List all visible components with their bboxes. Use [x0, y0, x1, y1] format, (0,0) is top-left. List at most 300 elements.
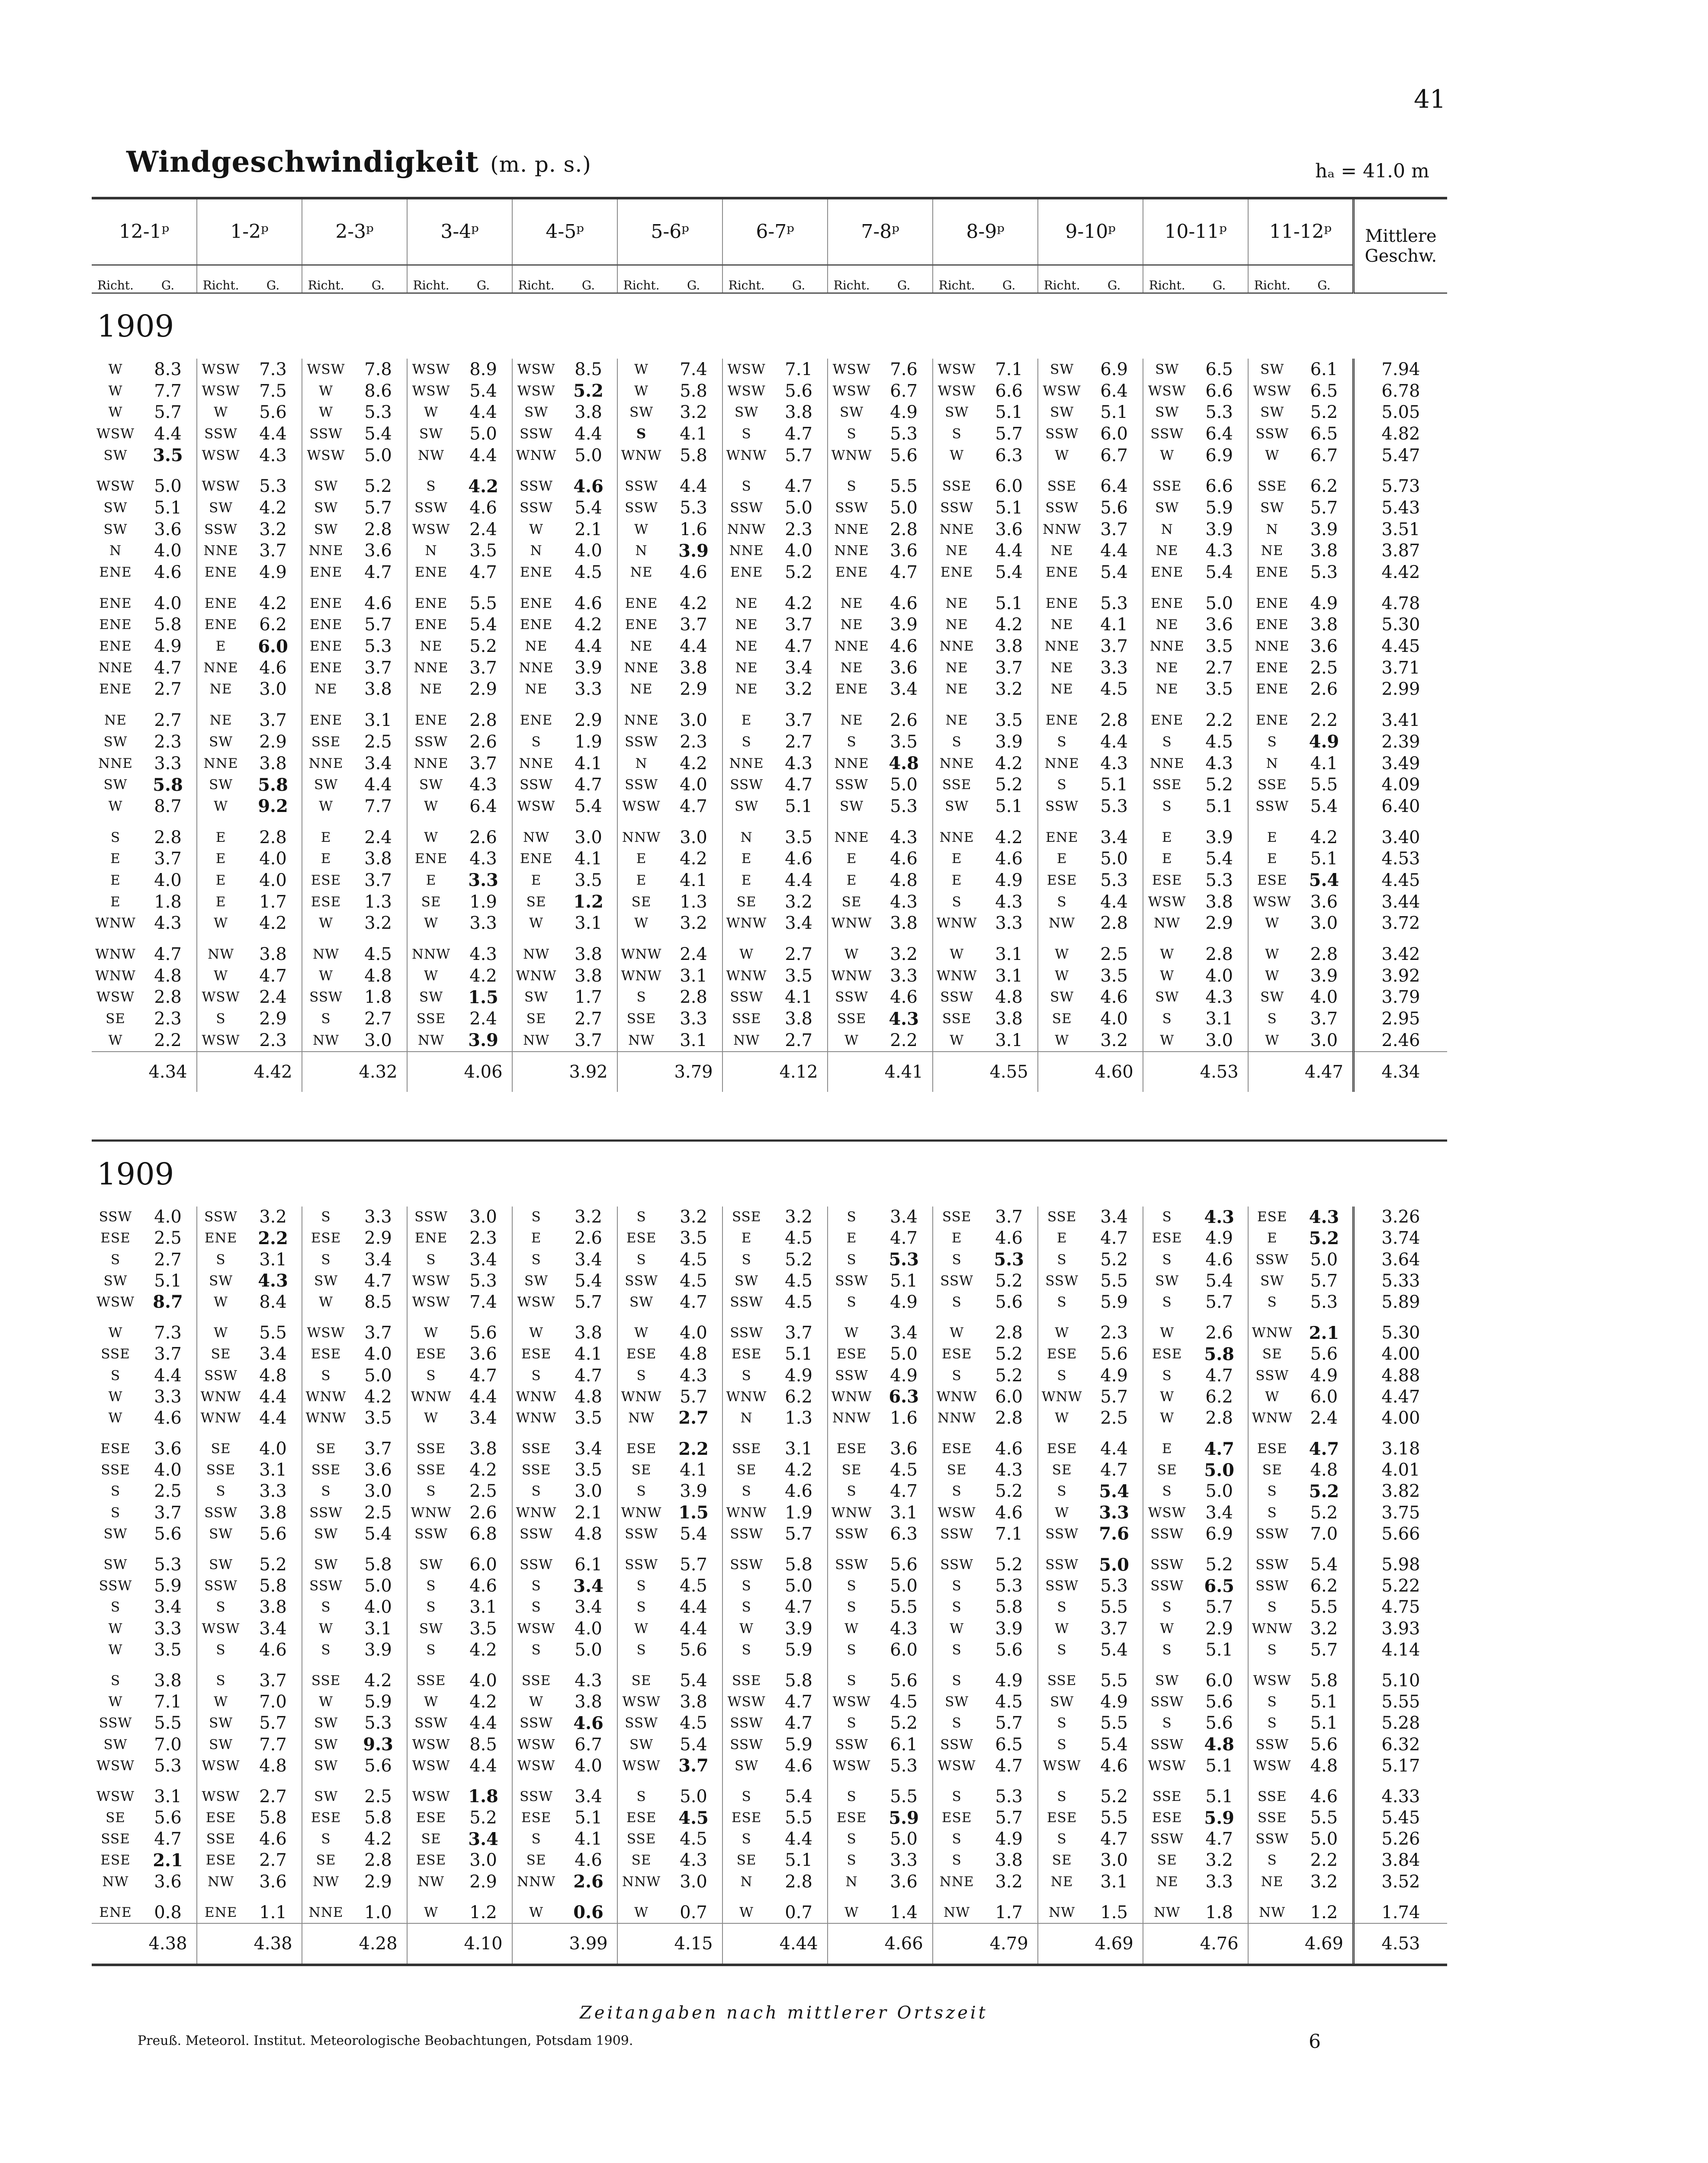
gap-cell	[350, 1313, 407, 1322]
gap-cell	[139, 1892, 197, 1902]
group-gap	[92, 700, 1447, 709]
direction-cell: WSW	[622, 1758, 661, 1774]
speed-cell: 7.0	[244, 1691, 302, 1713]
speed-cell: 4.2	[665, 848, 722, 870]
gap-cell	[980, 817, 1038, 827]
direction-cell: ENE	[414, 851, 448, 867]
daily-mean-cell: 3.64	[1353, 1249, 1447, 1270]
gap-cell	[1353, 700, 1447, 709]
speed-cell: 3.8	[560, 1691, 617, 1713]
speed-cell: 4.6	[455, 497, 512, 519]
totals-spacer	[1038, 1052, 1085, 1092]
speed-cell: 3.0	[1085, 1850, 1143, 1871]
direction-cell: NE	[1156, 660, 1178, 676]
direction-cell: S	[1162, 1209, 1172, 1225]
daily-mean-cell: 5.05	[1353, 401, 1447, 423]
speed-cell: 2.6	[455, 1502, 512, 1523]
speed-cell: 3.4	[560, 1597, 617, 1618]
direction-cell: W	[108, 1325, 123, 1341]
speed-cell: 3.7	[244, 1670, 302, 1691]
gap-cell	[980, 583, 1038, 593]
direction-cell: NW	[418, 1874, 445, 1890]
daily-mean-cell: 4.75	[1353, 1597, 1447, 1618]
direction-cell: NW	[1259, 1904, 1286, 1920]
direction-cell: ENE	[1255, 617, 1289, 633]
gap-cell	[407, 1892, 455, 1902]
speed-cell: 2.4	[244, 987, 302, 1008]
gap-cell	[617, 1429, 665, 1438]
day-row	[92, 1344, 1447, 1365]
speed-cell: 3.9	[1191, 519, 1248, 540]
speed-cell: 6.6	[1191, 475, 1248, 497]
direction-cell: SE	[841, 894, 862, 910]
gap-cell	[407, 1429, 455, 1438]
speed-cell: 3.3	[875, 965, 933, 987]
gap-cell	[512, 583, 560, 593]
speed-cell: 4.7	[1085, 1829, 1143, 1850]
direction-cell: SSW	[835, 1526, 868, 1542]
direction-cell: SW	[1155, 989, 1179, 1005]
direction-cell: NW	[628, 1410, 655, 1426]
speed-cell: 4.1	[1296, 753, 1353, 774]
speed-cell: 4.3	[560, 1670, 617, 1691]
direction-cell: WSW	[307, 447, 345, 463]
speed-label: G.	[350, 265, 407, 293]
direction-cell: SW	[209, 1526, 233, 1542]
direction-cell: SE	[316, 1852, 336, 1868]
gap-cell	[933, 1660, 980, 1670]
direction-cell: S	[952, 1599, 962, 1615]
direction-cell: E	[951, 851, 962, 867]
direction-cell: ENE	[520, 851, 553, 867]
direction-cell: E	[215, 639, 226, 655]
daily-mean-cell: 3.42	[1353, 944, 1447, 965]
direction-cell: SSE	[311, 734, 341, 750]
speed-cell: 4.9	[1296, 1365, 1353, 1386]
direction-cell: SSW	[414, 734, 448, 750]
gap-cell	[828, 466, 875, 475]
speed-cell: 5.8	[350, 1554, 407, 1575]
gap-cell	[1353, 1429, 1447, 1438]
direction-cell: NW	[313, 1874, 340, 1890]
speed-cell: 3.2	[665, 1207, 722, 1228]
direction-cell: WSW	[412, 1736, 450, 1752]
speed-cell: 3.2	[244, 519, 302, 540]
direction-cell: SSE	[1257, 777, 1287, 793]
gap-cell	[407, 700, 455, 709]
speed-cell: 4.5	[1085, 679, 1143, 700]
gap-cell	[302, 583, 350, 593]
speed-cell: 6.4	[1085, 380, 1143, 402]
speed-cell: 2.2	[244, 1228, 302, 1249]
direction-cell: SSW	[1255, 1736, 1289, 1752]
direction-label: Richt.	[933, 265, 980, 293]
speed-cell: 5.1	[1191, 1639, 1248, 1660]
direction-cell: SSE	[311, 1462, 341, 1478]
speed-cell: 2.4	[455, 1008, 512, 1030]
speed-cell: 3.4	[770, 657, 828, 679]
speed-cell: 5.3	[139, 1755, 197, 1776]
direction-cell: E	[846, 1230, 857, 1246]
gap-cell	[1038, 1313, 1085, 1322]
speed-cell: 4.8	[1296, 1460, 1353, 1481]
speed-cell: 2.7	[244, 1786, 302, 1807]
gap-cell	[1085, 466, 1143, 475]
speed-cell: 3.3	[455, 870, 512, 891]
speed-cell: 3.0	[560, 1481, 617, 1502]
direction-cell: ESE	[416, 1346, 446, 1362]
direction-cell: SW	[209, 1715, 233, 1731]
speed-cell: 5.6	[875, 1670, 933, 1691]
speed-cell: 4.9	[1191, 1228, 1248, 1249]
daily-mean-cell: 6.32	[1353, 1734, 1447, 1755]
direction-cell: ENE	[99, 617, 132, 633]
direction-cell: WSW	[412, 521, 450, 537]
direction-cell: S	[1162, 1252, 1172, 1268]
speed-cell: 4.6	[560, 475, 617, 497]
hour-mean-cell: 4.66	[875, 1923, 933, 1965]
speed-cell: 3.8	[244, 1502, 302, 1523]
direction-cell: NW	[208, 947, 234, 963]
gap-cell	[92, 1544, 139, 1554]
gap-cell	[665, 700, 722, 709]
direction-cell: SSW	[835, 1273, 868, 1289]
direction-cell: ENE	[309, 617, 343, 633]
direction-cell: NNW	[411, 947, 451, 963]
speed-cell: 5.1	[980, 593, 1038, 614]
speed-cell: 4.1	[560, 848, 617, 870]
direction-cell: W	[1160, 947, 1175, 963]
speed-cell: 3.8	[1191, 891, 1248, 913]
hour-header: 4-5ᵖ	[512, 198, 617, 265]
speed-cell: 5.4	[455, 614, 512, 636]
direction-cell: ENE	[309, 565, 343, 581]
gap-cell	[665, 1660, 722, 1670]
gap-cell	[1296, 817, 1353, 827]
speed-cell: 1.4	[875, 1902, 933, 1923]
speed-cell: 3.9	[560, 657, 617, 679]
speed-cell: 4.5	[350, 944, 407, 965]
direction-cell: N	[530, 543, 543, 559]
group-gap	[92, 1776, 1447, 1786]
speed-cell: 3.7	[139, 848, 197, 870]
day-row	[92, 1786, 1447, 1807]
speed-cell: 5.0	[875, 1344, 933, 1365]
direction-cell: W	[950, 1621, 964, 1637]
speed-cell: 4.3	[1191, 753, 1248, 774]
direction-cell: W	[424, 915, 438, 931]
direction-cell: W	[108, 1410, 123, 1426]
daily-mean-cell: 5.30	[1353, 1322, 1447, 1344]
direction-cell: NE	[1156, 1874, 1178, 1890]
direction-cell: S	[426, 1483, 436, 1499]
speed-cell: 4.7	[1191, 1365, 1248, 1386]
direction-cell: ESE	[941, 1346, 972, 1362]
gap-cell	[1085, 1776, 1143, 1786]
speed-cell: 6.4	[455, 796, 512, 817]
speed-cell: 3.7	[1296, 1008, 1353, 1030]
speed-cell: 5.1	[875, 1270, 933, 1291]
speed-cell: 5.0	[1191, 1481, 1248, 1502]
hour-header: 3-4ᵖ	[407, 198, 512, 265]
hour-mean-cell: 4.06	[455, 1052, 512, 1092]
speed-cell: 3.7	[244, 709, 302, 731]
direction-cell: WSW	[1148, 383, 1186, 399]
speed-cell: 3.6	[875, 1871, 933, 1892]
direction-cell: SW	[524, 989, 549, 1005]
direction-cell: S	[847, 1831, 857, 1847]
direction-cell: ENE	[99, 639, 132, 655]
speed-cell: 3.7	[980, 657, 1038, 679]
daily-mean-cell: 4.09	[1353, 774, 1447, 796]
speed-cell: 3.1	[665, 965, 722, 987]
gap-cell	[197, 817, 244, 827]
direction-cell: S	[636, 1599, 646, 1615]
year-row	[92, 293, 1447, 359]
direction-cell: WNW	[411, 1505, 452, 1521]
gap-cell	[722, 934, 770, 944]
direction-cell: ESE	[311, 1810, 341, 1826]
speed-cell: 4.7	[1085, 1228, 1143, 1249]
speed-cell: 3.5	[560, 1460, 617, 1481]
direction-cell: WNW	[516, 968, 557, 984]
gap-cell	[1296, 934, 1353, 944]
speed-cell: 1.8	[455, 1786, 512, 1807]
direction-cell: ESE	[1152, 1810, 1182, 1826]
speed-cell: 5.8	[1191, 1344, 1248, 1365]
speed-cell: 4.6	[244, 1639, 302, 1660]
direction-cell: W	[529, 1694, 543, 1710]
speed-cell: 3.7	[139, 1502, 197, 1523]
gap-cell	[980, 1544, 1038, 1554]
speed-cell: 4.2	[980, 753, 1038, 774]
day-row	[92, 848, 1447, 870]
speed-cell: 5.3	[875, 1755, 933, 1776]
speed-cell: 1.5	[665, 1502, 722, 1523]
gap-cell	[302, 1892, 350, 1902]
gap-cell	[1191, 583, 1248, 593]
speed-cell: 5.4	[1191, 1270, 1248, 1291]
speed-cell: 1.8	[1191, 1902, 1248, 1923]
direction-cell: SE	[316, 1441, 336, 1457]
speed-cell: 3.0	[350, 1030, 407, 1052]
day-row	[92, 1576, 1447, 1597]
direction-cell: SW	[103, 1273, 128, 1289]
direction-cell: SSW	[625, 1526, 658, 1542]
direction-cell: S	[847, 1715, 857, 1731]
direction-cell: SSW	[1150, 426, 1184, 442]
gap-cell	[560, 583, 617, 593]
direction-cell: NNE	[1149, 639, 1185, 655]
daily-mean-cell: 5.28	[1353, 1713, 1447, 1734]
totals-row	[92, 1052, 1447, 1092]
direction-cell: SSW	[1045, 500, 1079, 516]
direction-cell: S	[742, 1599, 751, 1615]
speed-cell: 5.2	[1085, 1249, 1143, 1270]
title-text: Windgeschwindigkeit	[126, 145, 479, 179]
gap-cell	[1191, 817, 1248, 827]
direction-cell: W	[634, 1904, 649, 1920]
group-gap	[92, 1544, 1447, 1554]
gap-cell	[139, 1544, 197, 1554]
speed-cell: 3.5	[1085, 965, 1143, 987]
speed-cell: 5.0	[875, 497, 933, 519]
direction-cell: W	[319, 798, 333, 814]
gap-cell	[560, 1660, 617, 1670]
direction-cell: ENE	[625, 595, 658, 611]
direction-cell: SW	[314, 1758, 338, 1774]
gap-cell	[933, 1544, 980, 1554]
speed-cell: 5.8	[244, 1807, 302, 1829]
speed-cell: 2.7	[139, 709, 197, 731]
direction-cell: S	[952, 1788, 962, 1804]
speed-cell: 2.4	[665, 944, 722, 965]
direction-cell: W	[108, 383, 123, 399]
speed-cell: 4.7	[350, 562, 407, 583]
gap-cell	[302, 466, 350, 475]
gap-cell	[92, 1660, 139, 1670]
speed-cell: 4.5	[560, 562, 617, 583]
gap-cell	[933, 583, 980, 593]
speed-cell: 4.2	[350, 1829, 407, 1850]
gap-cell	[828, 583, 875, 593]
gap-cell	[197, 466, 244, 475]
speed-cell: 5.2	[980, 1481, 1038, 1502]
gap-cell	[455, 1660, 512, 1670]
speed-cell: 5.2	[350, 475, 407, 497]
daily-mean-cell: 3.79	[1353, 987, 1447, 1008]
daily-mean-cell: 3.40	[1353, 827, 1447, 848]
gap-cell	[1085, 817, 1143, 827]
gap-cell	[665, 1313, 722, 1322]
direction-cell: NE	[315, 681, 337, 697]
direction-cell: NE	[525, 639, 548, 655]
speed-cell: 3.4	[455, 1249, 512, 1270]
direction-cell: WNW	[726, 1505, 767, 1521]
speed-cell: 1.9	[560, 731, 617, 753]
speed-cell: 2.3	[139, 1008, 197, 1030]
direction-cell: E	[1267, 1230, 1278, 1246]
speed-label: G.	[1191, 265, 1248, 293]
speed-cell: 5.6	[455, 1322, 512, 1344]
speed-cell: 3.7	[770, 1322, 828, 1344]
speed-cell: 4.7	[770, 475, 828, 497]
direction-cell: W	[108, 1642, 123, 1658]
hour-mean-cell: 4.55	[980, 1052, 1038, 1092]
speed-cell: 5.9	[1191, 497, 1248, 519]
speed-cell: 2.3	[770, 519, 828, 540]
speed-cell: 4.2	[244, 913, 302, 934]
direction-cell: W	[1160, 1032, 1175, 1048]
speed-cell: 2.7	[560, 1008, 617, 1030]
direction-cell: NE	[104, 712, 127, 728]
day-row	[92, 519, 1447, 540]
direction-cell: S	[952, 426, 962, 442]
station-height: hₐ = 41.0 m	[1315, 160, 1429, 182]
subheader-row	[92, 265, 1447, 293]
gap-cell	[933, 700, 980, 709]
direction-cell: ENE	[1255, 660, 1289, 676]
speed-cell: 3.2	[665, 913, 722, 934]
speed-cell: 3.1	[1085, 1871, 1143, 1892]
daily-mean-cell: 5.22	[1353, 1576, 1447, 1597]
direction-cell: SSW	[204, 426, 238, 442]
day-row	[92, 1228, 1447, 1249]
direction-cell: SSE	[1152, 1788, 1182, 1804]
direction-label: Richt.	[1143, 265, 1191, 293]
speed-cell: 5.6	[1085, 1344, 1143, 1365]
direction-cell: WSW	[202, 989, 240, 1005]
direction-cell: SW	[1260, 989, 1284, 1005]
direction-cell: S	[1162, 1367, 1172, 1383]
speed-cell: 2.9	[1191, 913, 1248, 934]
group-gap	[92, 1429, 1447, 1438]
speed-cell: 5.7	[980, 423, 1038, 445]
daily-mean-cell: 4.82	[1353, 423, 1447, 445]
speed-cell: 3.3	[980, 913, 1038, 934]
speed-cell: 3.0	[1191, 1030, 1248, 1052]
direction-cell: SSW	[1255, 426, 1289, 442]
gap-cell	[722, 1660, 770, 1670]
direction-cell: NE	[735, 617, 758, 633]
direction-cell: W	[424, 968, 438, 984]
gap-cell	[1038, 934, 1085, 944]
direction-cell: S	[1057, 734, 1067, 750]
speed-cell: 4.7	[139, 657, 197, 679]
speed-cell: 5.4	[455, 380, 512, 402]
direction-cell: S	[1267, 1294, 1277, 1310]
speed-cell: 4.7	[770, 1713, 828, 1734]
direction-cell: WSW	[937, 361, 976, 377]
gap-cell	[1248, 466, 1296, 475]
direction-cell: SSE	[732, 1209, 761, 1225]
direction-cell: W	[529, 521, 543, 537]
daily-mean-cell: 4.53	[1353, 848, 1447, 870]
speed-cell: 4.7	[770, 635, 828, 657]
totals-spacer	[302, 1052, 350, 1092]
speed-cell: 3.8	[244, 944, 302, 965]
direction-cell: SSW	[730, 1557, 763, 1573]
speed-cell: 5.1	[1085, 774, 1143, 796]
speed-cell: 4.3	[1085, 753, 1143, 774]
speed-cell: 2.5	[455, 1481, 512, 1502]
speed-cell: 5.7	[770, 445, 828, 466]
direction-cell: WNW	[1252, 1410, 1293, 1426]
daily-mean-cell: 5.45	[1353, 1807, 1447, 1829]
speed-cell: 5.1	[1191, 796, 1248, 817]
direction-cell: ENE	[1045, 829, 1079, 845]
speed-cell: 3.8	[455, 1438, 512, 1460]
direction-cell: S	[1267, 1715, 1277, 1731]
direction-cell: S	[742, 1578, 751, 1594]
direction-cell: ENE	[1255, 712, 1289, 728]
direction-cell: SE	[841, 1462, 862, 1478]
direction-cell: S	[952, 1642, 962, 1658]
speed-cell: 4.2	[1296, 827, 1353, 848]
speed-cell: 5.3	[139, 1554, 197, 1575]
speed-cell: 3.7	[1085, 1618, 1143, 1639]
hour-mean-cell: 4.76	[1191, 1923, 1248, 1965]
speed-label: G.	[139, 265, 197, 293]
speed-cell: 6.2	[1296, 475, 1353, 497]
direction-cell: SSW	[940, 989, 974, 1005]
speed-cell: 3.9	[1191, 827, 1248, 848]
speed-cell: 2.3	[139, 731, 197, 753]
direction-cell: SW	[103, 1557, 128, 1573]
daily-mean-cell: 2.46	[1353, 1030, 1447, 1052]
gap-cell	[1085, 583, 1143, 593]
direction-cell: S	[1267, 734, 1277, 750]
